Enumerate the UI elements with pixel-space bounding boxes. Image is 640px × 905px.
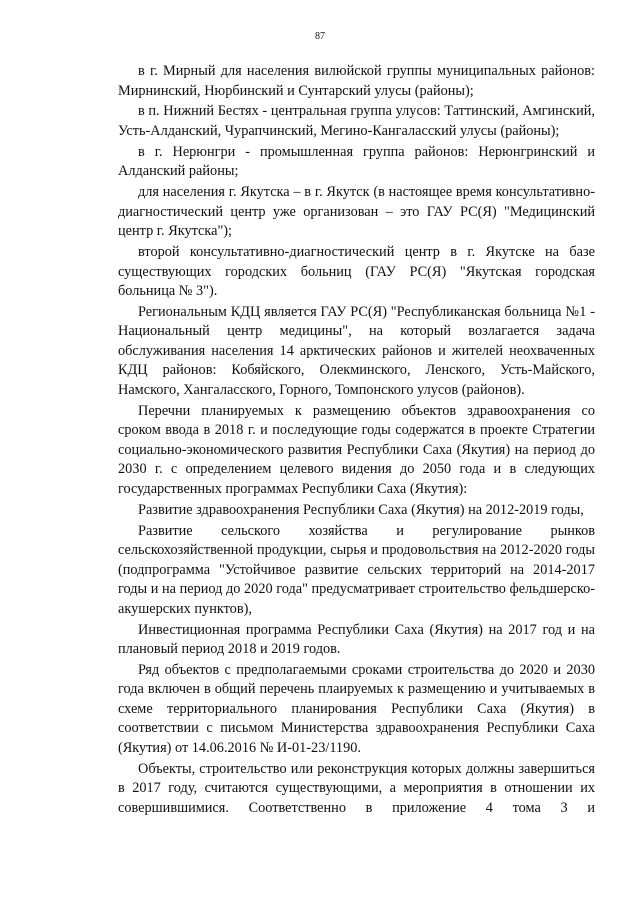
paragraph-investment-program: Инвестиционная программа Республики Саха (Якутия) на 2017 год и на плановый период 2018 и 2019 годов. xyxy=(118,621,595,658)
page-number: 87 xyxy=(315,31,325,42)
body-text xyxy=(118,62,595,818)
paragraph-neryungri: в г. Нерюнгри - промышленная группа районов: Нерюнгринский и Алданский районы; xyxy=(118,143,595,180)
paragraph-objects-2017: Объекты, строительство или реконструкция которых должны завершиться в 2017 году, считаются существующими, а мероприятия в отношении их совершившимися. Соответственно в приложение 4 тома 3 и xyxy=(118,760,595,816)
paragraph-healthcare-program: Развитие здравоохранения Республики Саха (Якутия) на 2012-2019 годы, xyxy=(138,501,584,518)
paragraph-yakutsk: для населения г. Якутска – в г. Якутск (в настоящее время консультативно-диагностический центр уже организован – это ГАУ РС(Я) "Медицинский центр г. Якутска"); xyxy=(118,184,595,240)
paragraph-regional-kdc: Региональным КДЦ является ГАУ РС(Я) "Республиканская больница №1 - Национальный центр медицины", на который возлагается задача обслуживания населения 14 арктических районов и жителей неохваченных КДЦ районов: Кобяйского, Олекминского, Ленского, Усть-Майского, Намского, Хангаласского, Горного, Томпонского улусов (районов). xyxy=(118,303,595,398)
paragraph-planned-objects: Перечни планируемых к размещению объектов здравоохранения со сроком ввода в 2018 г. и последующие годы содержатся в проекте Стратегии социально-экономического развития Республики Саха (Якутия) на период до 2030 г. с определением целевого видения до 2050 года и в следующих государственных программах Республики Саха (Якутия): xyxy=(118,402,595,497)
paragraph-nizhny-bestyakh: в п. Нижний Бестях - центральная группа улусов: Таттинский, Амгинский, Усть-Алданский, Чурапчинский, Мегино-Кангаласский улусы (районы); xyxy=(118,103,595,139)
paragraph-mirny: в г. Мирный для населения вилюйской группы муниципальных районов: Мирнинский, Нюрбинский и Сунтарский улусы (районы); xyxy=(118,63,595,99)
paragraph-second-kdc: второй консультативно-диагностический центр в г. Якутске на базе существующих городских больниц (ГАУ РС(Я) "Якутская городская больница № 3"). xyxy=(118,244,595,300)
paragraph-agriculture-program: Развитие сельского хозяйства и регулирование рынков сельскохозяйственной продукции, сырья и продовольствия на 2012-2020 годы (подпрограмма "Устойчивое развитие сельских территорий на 2014-2017 годы и на период до 2020 года" предусматривает строительство фельдшерско-акушерских пунктов), xyxy=(118,522,595,617)
paragraph-objects-list: Ряд объектов с предполагаемыми сроками строительства до 2020 и 2030 года включен в общий перечень плаируемых к размещению и учитываемых в схеме территориального планирования Республики Саха (Якутия) в соответствии с письмом Министерства здравоохранения Республики Саха (Якутия) от 14.06.2016 № И-01-23/1190. xyxy=(118,661,595,756)
